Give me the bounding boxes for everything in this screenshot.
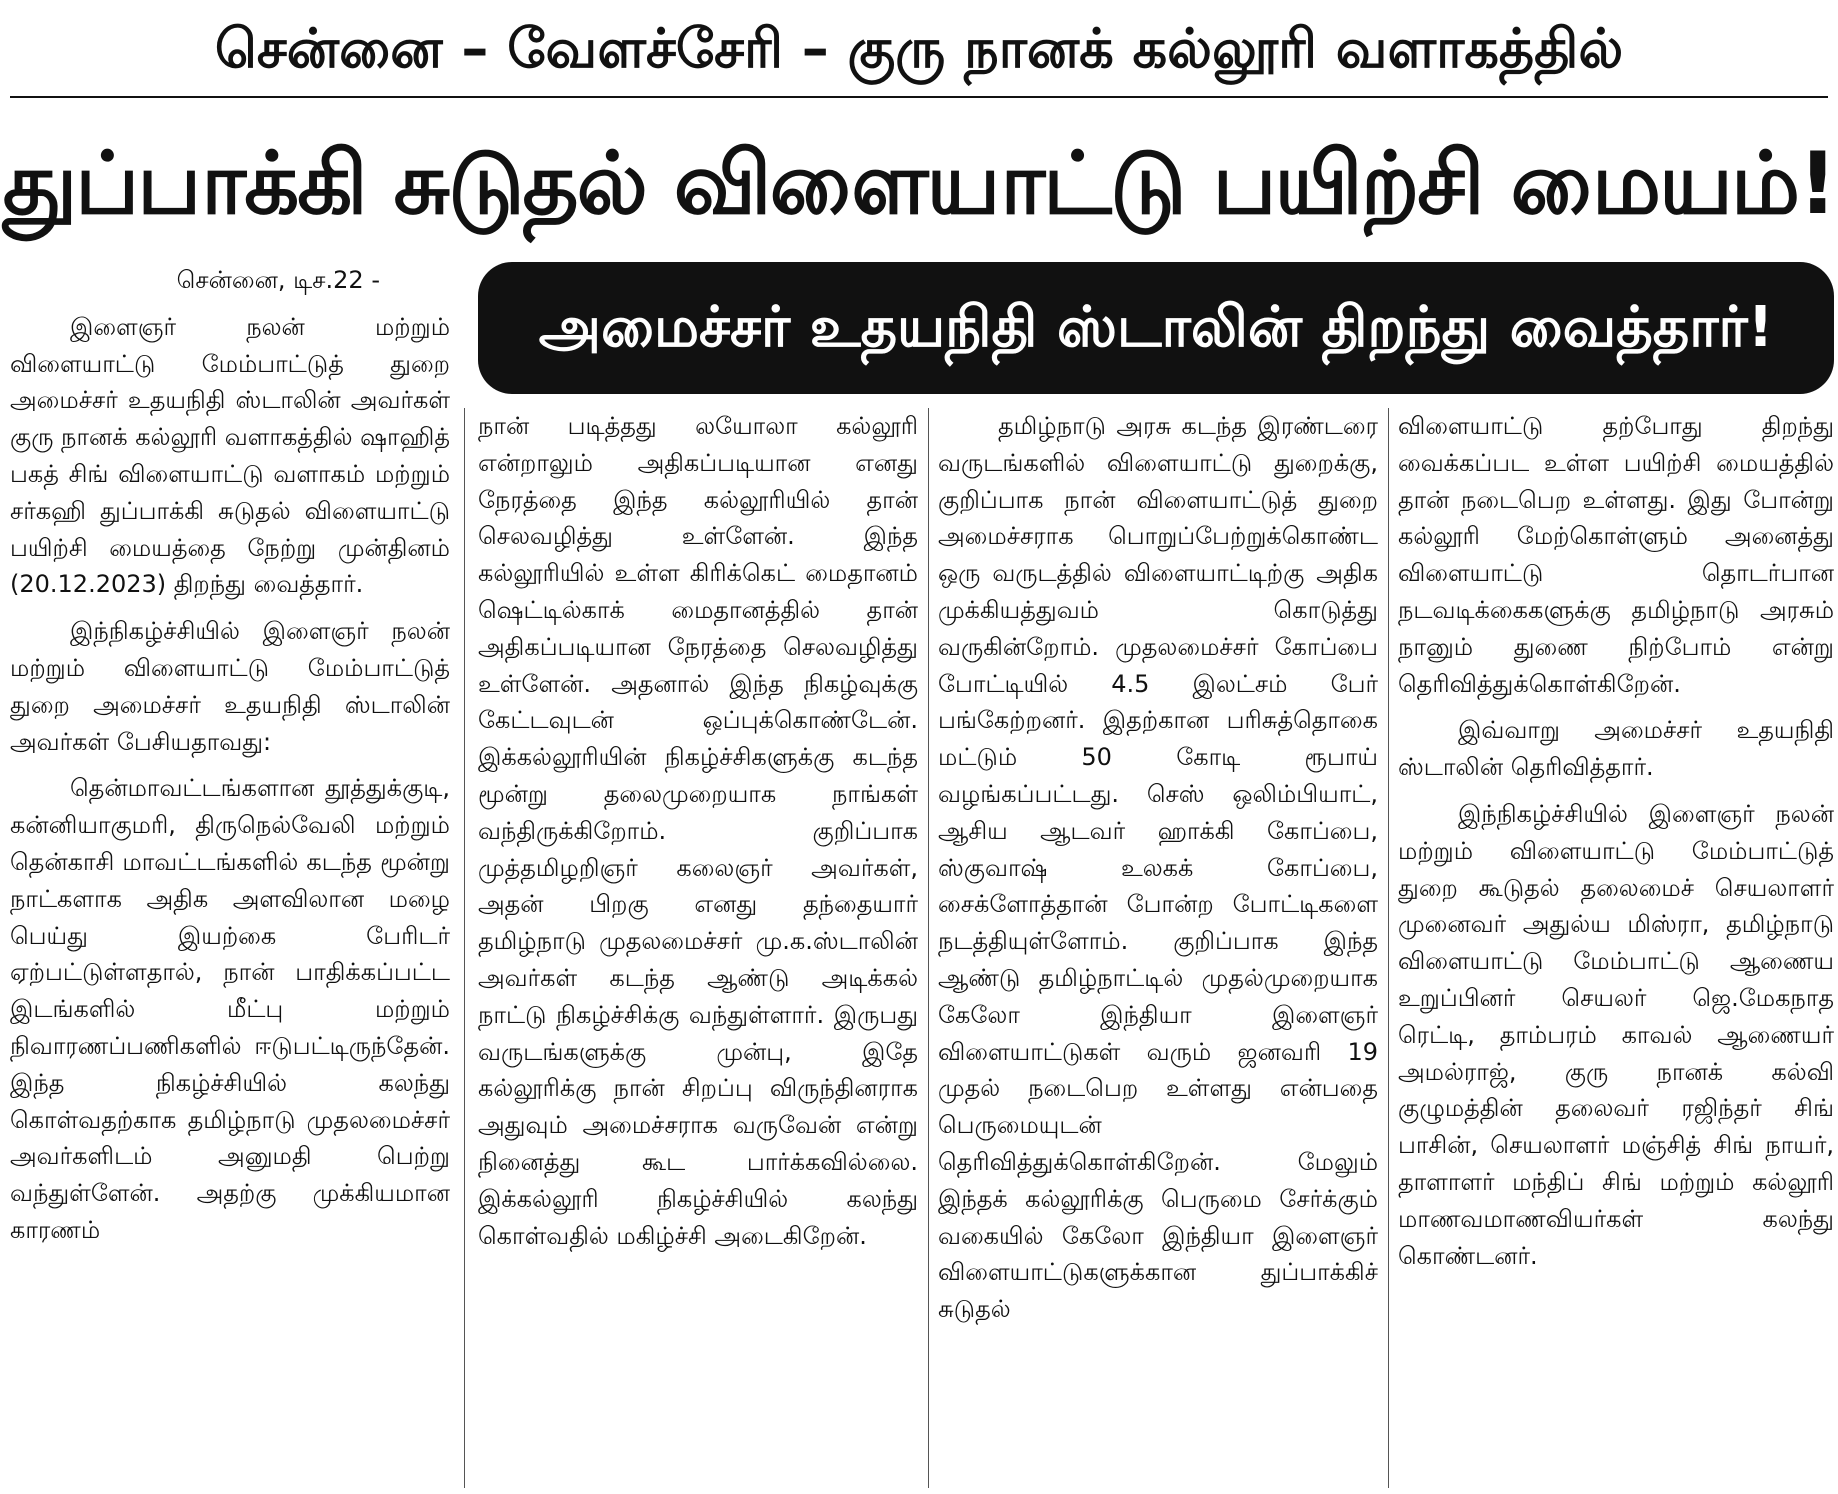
article-column-3 xyxy=(938,408,1378,1494)
main-headline: துப்பாக்கி சுடுதல் விளையாட்டு பயிற்சி மையம்! xyxy=(2,134,1836,234)
kicker-headline: சென்னை – வேளச்சேரி – குரு நானக் கல்லூரி வளாகத்தில் xyxy=(214,17,1624,80)
column-divider xyxy=(1388,408,1389,1488)
column-divider xyxy=(464,408,465,1488)
divider xyxy=(10,96,1828,98)
paragraph: இளைஞர் நலன் மற்றும் விளையாட்டு மேம்பாட்டுத் துறை அமைச்சர் உதயநிதி ஸ்டாலின் அவர்கள் குரு நானக் கல்லூரி வளாகத்தில் ஷாஹித் பகத் சிங் விளையாட்டு வளாகம் மற்றும் சர்கஹி துப்பாக்கி சுடுதல் விளையாட்டு பயிற்சி மையத்தை நேற்று முன்தினம் (20.12.2023) திறந்து வைத்தார். xyxy=(10,312,450,599)
article-column-1 xyxy=(10,262,450,1494)
dateline: சென்னை, டிச.22 - xyxy=(176,266,380,294)
paragraph: விளையாட்டு தற்போது திறந்து வைக்கப்பட உள்ள பயிற்சி மையத்தில் தான் நடைபெற உள்ளது. இது போன்று கல்லூரி மேற்கொள்ளும் அனைத்து விளையாட்டு தொடர்பான நடவடிக்கைகளுக்கு தமிழ்நாடு அரசும் நானும் துணை நிற்போம் என்று தெரிவித்துக்கொள்கிறேன். xyxy=(1398,412,1834,698)
paragraph: இந்நிகழ்ச்சியில் இளைஞர் நலன் மற்றும் விளையாட்டு மேம்பாட்டுத் துறை அமைச்சர் உதயநிதி ஸ்டாலின் அவர்கள் பேசியதாவது: xyxy=(10,617,450,756)
article-column-2 xyxy=(478,408,918,1494)
paragraph: தென்மாவட்டங்களான தூத்துக்குடி, கன்னியாகுமரி, திருநெல்வேலி மற்றும் தென்காசி மாவட்டங்களில் கடந்த மூன்று நாட்களாக அதிக அளவிலான மழை பெய்து இயற்கை பேரிடர் ஏற்பட்டுள்ளதால், நான் பாதிக்கப்பட்ட இடங்களில் மீட்பு மற்றும் நிவாரணப்பணிகளில் ஈடுபட்டிருந்தேன். இந்த நிகழ்ச்சியில் கலந்து கொள்வதற்காக தமிழ்நாடு முதலமைச்சர் அவர்களிடம் அனுமதி பெற்று வந்துள்ளேன். அதற்கு முக்கியமான காரணம் xyxy=(10,774,450,1244)
article-column-4 xyxy=(1398,408,1834,1494)
paragraph: தமிழ்நாடு அரசு கடந்த இரண்டரை வருடங்களில் விளையாட்டு துறைக்கு, குறிப்பாக நான் விளையாட்டுத் துறை அமைச்சராக பொறுப்பேற்றுக்கொண்ட ஒரு வருடத்தில் விளையாட்டிற்கு அதிக முக்கியத்துவம் கொடுத்து வருகின்றோம். முதலமைச்சர் கோப்பை போட்டியில் 4.5 இலட்சம் பேர் பங்கேற்றனர். இதற்கான பரிசுத்தொகை மட்டும் 50 கோடி ரூபாய் வழங்கப்பட்டது. செஸ் ஒலிம்பியாட், ஆசிய ஆடவர் ஹாக்கி கோப்பை, ஸ்குவாஷ் உலகக் கோப்பை, சைக்ளோத்தான் போன்ற போட்டிகளை நடத்தியுள்ளோம். குறிப்பாக இந்த ஆண்டு தமிழ்நாட்டில் முதல்முறையாக கேலோ இந்தியா இளைஞர் விளையாட்டுகள் வரும் ஜனவரி 19 முதல் நடைபெற உள்ளது என்பதை பெருமையுடன் தெரிவித்துக்கொள்கிறேன். மேலும் இந்தக் கல்லூரிக்கு பெருமை சேர்க்கும் வகையில் கேலோ இந்தியா இளைஞர் விளையாட்டுகளுக்கான துப்பாக்கிச் சுடுதல் xyxy=(938,412,1378,1324)
paragraph: நான் படித்தது லயோலா கல்லூரி என்றாலும் அதிகப்படியான எனது நேரத்தை இந்த கல்லூரியில் தான் செலவழித்து உள்ளேன். இந்த கல்லூரியில் உள்ள கிரிக்கெட் மைதானம் ஷெட்டில்காக் மைதானத்தில் தான் அதிகப்படியான நேரத்தை செலவழித்து உள்ளேன். அதனால் இந்த நிகழ்வுக்கு கேட்டவுடன் ஒப்புக்கொண்டேன். இக்கல்லூரியின் நிகழ்ச்சிகளுக்கு கடந்த மூன்று தலைமுறையாக நாங்கள் வந்திருக்கிறோம். குறிப்பாக முத்தமிழறிஞர் கலைஞர் அவர்கள், அதன் பிறகு எனது தந்தையார் தமிழ்நாடு முதலமைச்சர் மு.க.ஸ்டாலின் அவர்கள் கடந்த ஆண்டு அடிக்கல் நாட்டு நிகழ்ச்சிக்கு வந்துள்ளார். இருபது வருடங்களுக்கு முன்பு, இதே கல்லூரிக்கு நான் சிறப்பு விருந்தினராக அதுவும் அமைச்சராக வருவேன் என்று நினைத்து கூட பார்க்கவில்லை. இக்கல்லூரி நிகழ்ச்சியில் கலந்து கொள்வதில் மகிழ்ச்சி அடைகிறேன். xyxy=(478,412,918,1250)
paragraph: இவ்வாறு அமைச்சர் உதயநிதி ஸ்டாலின் தெரிவித்தார். xyxy=(1398,716,1834,782)
sub-headline-banner: அமைச்சர் உதயநிதி ஸ்டாலின் திறந்து வைத்தார்! xyxy=(478,262,1834,394)
column-divider xyxy=(928,408,929,1488)
paragraph: இந்நிகழ்ச்சியில் இளைஞர் நலன் மற்றும் விளையாட்டு மேம்பாட்டுத் துறை கூடுதல் தலைமைச் செயலாளர் முனைவர் அதுல்ய மிஸ்ரா, தமிழ்நாடு விளையாட்டு மேம்பாட்டு ஆணைய உறுப்பினர் செயலர் ஜெ.மேகநாத ரெட்டி, தாம்பரம் காவல் ஆணையர் அமல்ராஜ், குரு நானக் கல்வி குழுமத்தின் தலைவர் ரஜிந்தர் சிங் பாசின், செயலாளர் மஞ்சித் சிங் நாயர், தாளாளர் மந்திப் சிங் மற்றும் கல்லூரி மாணவமாணவியர்கள் கலந்து கொண்டனர். xyxy=(1398,799,1834,1270)
